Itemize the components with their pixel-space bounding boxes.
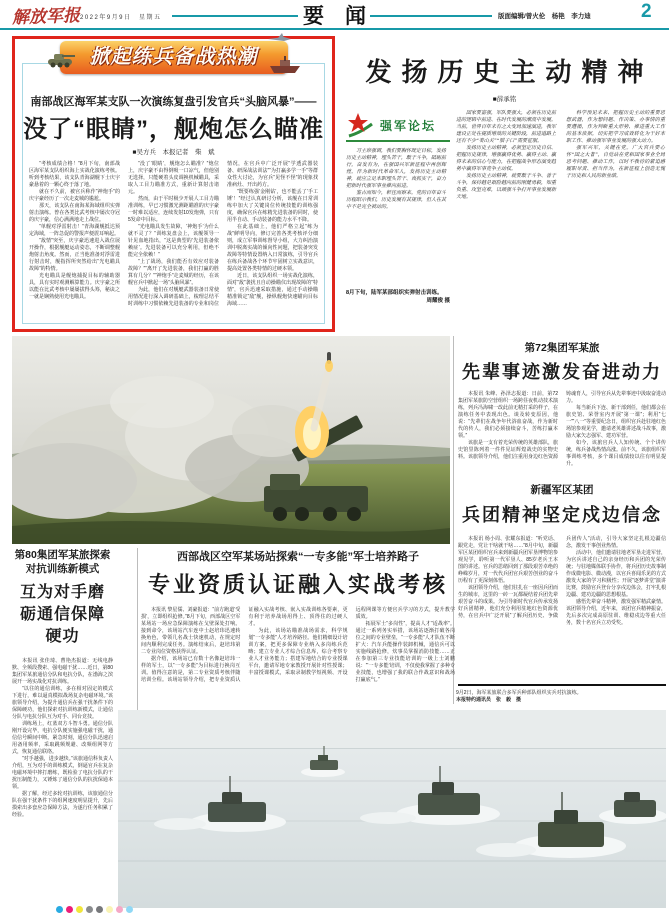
paragraph: 本报讯 黎星儒、刘豪报道：“前方跑道‘受损’，立即组织抢修。”8月下旬，西部战区空军某场站一场应急保障演练在戈壁深处打响。接到命令，该场站汽车连中士赵培玮迅速转换角色，带领几名战士快速机动，在规定时间内顺利完成任务。演练结束后，赵培玮第二专业岗位资格获得认证。 <box>141 607 241 655</box>
rocket-photo-caption <box>346 290 450 305</box>
paragraph: “单舰对浮雷射击！”青海湖舰抵达预定海域，一阵急促的警报声便震耳响起。 <box>29 224 120 237</box>
fighter-jet-icon <box>268 33 292 44</box>
forum-headline: 发扬历史主动精神 <box>365 57 654 87</box>
lead-headline: 没了“眼睛”，舰炮怎么瞄准 <box>23 116 324 143</box>
paragraph: 发扬历史主动精神，必须坚定历史自信、把握历史规律，增强赢得优势、赢得主动、赢得未来的信心与能力，在把握战争形态演变趋势中赢得军事竞争主动权。 <box>456 146 557 172</box>
page-editors: 版面编辑/曾火伦 杨艳 李力迪 <box>498 13 591 20</box>
article-72 <box>458 340 666 473</box>
paragraph: “对手越强，进步越快。”该旅通信科负责人介绍，互为对手的训练模式，倒逼官兵在复杂电磁环境中摔打磨练，既检验了电抗分队的干扰压制能力，又锤炼了通信分队的抗扰保通本领。 <box>12 756 113 790</box>
forum-column-label: 强军论坛 <box>380 118 437 133</box>
article-duikang <box>12 548 113 916</box>
paragraph: 科学预见未来、把握历史主动的重要思想武器，作为想问题、作决策、办事情的重要遵循，作为判断重大形势、推进重大工作的基本依据，切实把学习成效转化为干好本职工作、推动强军事业发展的强大动力。 <box>566 111 665 144</box>
forum-article <box>340 36 669 332</box>
registration-dot <box>116 906 123 913</box>
article-72-kicker: 第72集团军某旅 <box>524 342 600 354</box>
article-duikang-headline: 互为对手磨砺通信保障硬功 <box>19 584 105 645</box>
paragraph: 本报讯 张佳琦、曹艳杰报道：无线电静默、全频段搜索、强电磁干扰……近日，第80集团军某旅通信分队和电抗分队，在渤海之滨展开一场实战化对抗训练。 <box>12 658 113 685</box>
paragraph: 近日，该支队组织一场实战化演练，面对“敌”袭扰且自动操瞄仪出现故障的“特情”，官兵迅速采取措施，通过手动操瞄精准锁定“敌”舰，操纵舰炮快速瞄向目标海域…… <box>227 273 318 307</box>
article-bingtuan-body <box>458 536 666 682</box>
registration-dot <box>76 906 83 913</box>
article-zizhi-body <box>141 607 455 711</box>
page-number: 2 <box>641 1 652 22</box>
lead-article-box <box>12 36 335 332</box>
paragraph: 拓展军士“多岗性”，提高人才“适战率”。通过一系列务实举措，该场站逐渐打破各岗位之间的专业壁垒，“一专多能”人才队伍不断扩大：汽车兵能操作装卸机械，通信兵可以实施线路抢修，炊事员掌握消防技能……正在参加第三专业技能培训的一级上士刘鹏说：“‘一专多能’培训，不仅使我掌握了多种专业技能，也增强了我的联合作战意识和战场打赢底气。” <box>355 621 455 683</box>
paragraph: 如今，该旅官兵人人知传统、个个讲传统，练兵备战热情高涨。前不久，该旅组织军事训练考核，多个课目成绩较以往有明显提升。 <box>566 440 667 467</box>
paragraph: “既要练强‘金刚钻’，也不能丢了‘手工锤’！”经过认真研讨分析，该舰在日常训练中加大了关键岗位传统技能的训练强度，确保官兵在练精先进装备的同时，使用半自动、手动装备的能力水平不降。 <box>227 189 318 223</box>
paragraph: 本报讯 杨小周、张耀东报道：“听党话、跟党走，党让干啥就干啥……”8月中旬，新疆军区某团组织官兵来到新疆兵团军垦博物馆参观见学，聆听第一代军垦人、85岁老兵王本图的讲述。官兵的思绪回到了那段艰苦卓绝的峥嵘岁月，对一代代兵团官兵艰苦创业的奋斗历程有了更深刻体悟。 <box>458 536 559 584</box>
forum-column-1 <box>346 148 446 286</box>
section-title: 要 闻 <box>303 5 366 28</box>
article-zizhi-headline: 专业资质认证融入实战考核 <box>147 572 448 597</box>
forum-byline: ■薛承铭 <box>492 96 517 103</box>
paragraph: 为此，他们在对舰艇武器装备日常使用情况进行深入调研基础上，梳理总结平时训练中习惯依赖先进装备的专业和岗位情况，在官兵中广泛开展“学透武器装备、研深战法训法”“为打赢多学一手”等群众性大讨论，为官兵“见怪不怪”的现象找准病灶、开出药方。 <box>128 161 318 307</box>
sea-photo-credit: 本报特约通讯员 张 毅 摄 <box>456 697 522 703</box>
rocket-launch-photo <box>12 336 450 544</box>
paragraph: “考核成绩合格！”8月下旬，南部战区海军某支队组织海上实战化演练考核。听到考核结果，该支队青海湖舰下士庆宇豪悬着的一颗心终于落了地。 <box>29 161 120 188</box>
article-duikang-body <box>12 658 113 916</box>
paragraph: 光电瞄具是舰炮捕捉目标的辅助器具，具有实时观测解算能力。庆宇豪之所以能在比武考核中屡屡拔得头筹，秘诀之一就是娴熟使用光电瞄具。 <box>29 273 120 300</box>
article-bingtuan-kicker: 新疆军区某团 <box>530 484 594 496</box>
lead-byline: ■吴方兵 本报记者 柴 斌 <box>132 149 215 156</box>
article-bingtuan-bottom-rule <box>458 684 666 686</box>
article-duikang-kicker: 第80集团军某旅探索对抗训练新模式 <box>14 549 111 575</box>
paragraph: 在此基础上，他们严格立起“练为战”鲜明导向，修订完善各类考核评分细则，成立军事训练督导小组，大力纠治演训中脱离实战的倾向性问题，把装备突发故障等特情设置纳入日常演练，引导官兵在练兵备战各个环节牢固树立实战意识，提高处置各类特情的过硬本领。 <box>227 224 318 272</box>
paragraph: 为此，该场站瞄准战场需求，科学规划“一专多能”人才培养路径。他们精细设计培训方案，把更多保障专业纳入多岗练兵范畴；建立专业人才综合信息库，综合考察专业人才业务能力；搭建军地结合的专业授课平台，邀请军地专家教授开展针对性授课；丰富授课模式，采取录制教学短视频、开设远程网课等方便官兵学习的方式，提升教学质效。 <box>248 607 455 676</box>
article-72-body <box>458 391 666 473</box>
registration-dot <box>126 906 133 913</box>
paragraph: 强军兴军，关键在党。广大官兵要心怀“国之大者”，自觉站在党和国家事业全局思考问题、推动工作，以时不我待的紧迫感履职尽责、担当作为，在新征程上创造无愧于历史和人民的新业绩。 <box>566 146 665 179</box>
paragraph: 然而，由于平时极少开展人工目力瞄准训练，早已习惯激光测距瞄准的庆宇豪一时难以适应，连续发射10发炮弹，只有5发命中目标。 <box>128 196 219 223</box>
sea-photo-caption <box>456 690 666 704</box>
rocket-photo-credit: 周耀俊 摄 <box>426 297 450 304</box>
registration-dot <box>66 906 73 913</box>
paragraph: 那天，该支队在南海某海域组织实弹射击演练。曾在各类比武考核中屡次夺冠的庆宇豪，信心满满地走上战位。 <box>29 203 120 223</box>
registration-dot <box>86 906 93 913</box>
campaign-banner-title: 掀起练兵备战热潮 <box>89 46 258 68</box>
paragraph: 就在不久前，被官兵称作“神炮手”的庆宇豪经历了一次走麦城的尴尬。 <box>29 189 120 202</box>
lead-body <box>29 161 318 327</box>
registration-dot <box>106 906 113 913</box>
header-rule-right <box>370 15 492 17</box>
print-registration-dots <box>56 901 136 919</box>
article-72-headline: 先辈事迹激发奋进动力 <box>462 362 662 382</box>
date-text: 2022年9月9日 星期五 <box>80 15 162 21</box>
paragraph: 习主席强调，我们要胸怀既定目标，发扬历史主动精神，埋头苦干，敢于斗争，砥砺前行，奋发有为，在强国兴军新征程中再创辉煌。作为新时代革命军人，发扬历史主动精神，就应立足本职埋头苦干、真抓实干，奋力把新时代强军事业推向前进。 <box>346 149 447 189</box>
sea-photo-caption-text: 9月2日，海军某旅联合多军兵种部队组织实兵对抗演练。 <box>456 690 582 696</box>
paragraph: 训练场上，红蓝双方斗智斗勇。通信分队刚开设完毕，电抗分队便实施强电磁干扰，通信信号瞬间中断。紧急时刻，通信分队迅速启用备用频率，采取跳频规避、改频组网等方式，恢复通信联络。 <box>12 721 113 755</box>
paragraph: 感悟先辈奋斗精神，激发强军精武豪情。该团领导介绍，近年来，该团官兵精神振奋，先后多次完成高原驻训、维稳戍边等重大任务，数十名官兵立功受奖。 <box>566 599 667 626</box>
forum-column-3 <box>566 110 665 328</box>
paragraph: 据了解，经过多轮对抗训练，该旅通信分队在强干扰条件下的组网速度明显提升，先后摸索出多套应急保障方法，为遂行任务积累了经验。 <box>12 791 113 818</box>
article-zizhi <box>141 548 455 711</box>
star-icon <box>346 112 374 138</box>
paragraph: “光电瞄具发生故障，‘神炮手’为什么就不灵了？”训练复盘会上，该舰领导一针见血地指出，“这是典型的‘先进装备依赖症’。先进装备可以充分利用，但绝不能完全依赖！” <box>128 224 219 258</box>
paragraph: 鉴古而知今，彰往而察来。党的百年奋斗历程昭示我们，历史发展有其规律，但人在其中不是完全被动的。 <box>346 191 447 210</box>
rocket-photo-caption-text: 8月下旬，陆军某部组织实弹射击训练。 <box>346 290 443 296</box>
registration-dot <box>96 906 103 913</box>
paragraph: 据介绍，该场站已有数十名像赵培玮一样的军士，以“一专多能”为目标进行换岗互训。值得注意的是，第二专业资质考核伴随培训全程。该场站领导介绍，把专业资质认证融入实战考核、嵌入实战训练各要素，更有利于培养战场用得上、顶得住的过硬人才。 <box>141 607 348 683</box>
tank-icon <box>44 51 76 68</box>
lead-kicker: 南部战区海军某支队一次演练复盘引发官兵“头脑风暴”—— <box>30 96 317 108</box>
paragraph: 该旅是一支有着光荣传统的英雄部队，旅史馆里陈列着一件件见证辉煌战史的实物史料。该旅领导介绍，他们注重用身边红色资源铸魂育人，引导官兵从先辈事迹中汲取奋进动力。 <box>458 391 667 460</box>
paragraph: 每当新兵下连、新干部到任，他们都会在旅史馆、荣誉室内开展“第一课”；利用“七一”“八一”等重要纪念日，组织官兵赴驻地红色场馆参观见学，邀请老英雄讲述战斗故事，激励大家矢志强军、建功军营。 <box>566 405 667 439</box>
masthead-logo: 解放军报 <box>11 5 81 28</box>
paragraph: 该团领导介绍，他们驻扎在一座因兵团而生的城市，这里的一砖一瓦都凝结着兵团先辈艰苦奋斗的成果。为引导新时代官兵传承发扬好兵团精神，他们充分利用驻地红色资源优势，在官兵中广泛开展“了解兵团历史、争做兵团传人”活动，引导大家坚定扎根边疆信念，激发干事创业热情。 <box>458 536 666 619</box>
paragraph: 本报讯 朱峰、孙泽志报道：日前，第72集团军某旅防空营组织一场跨昼夜机动技术演练，列兵冯海啸一改此前无精打采的样子，在演练任务中表现出色。谈及转变原因，他说：“先辈们在战争年代浴血奋战，作为新时代的传人，我们必须接续奋斗，苦练打赢本领。” <box>458 391 559 439</box>
registration-dot <box>56 906 63 913</box>
header-bottom-rule <box>0 28 669 30</box>
paragraph: “没了‘眼睛’，舰炮怎么瞄准？”炮位上，庆宇豪不由得倒吸一口凉气，但他别无选择，只能硬着头皮调换机械瞄具，采取人工目力瞄准方式，重新计算射击诸元。 <box>128 161 219 195</box>
paragraph: 国家要富强，军队要强大，必须在历史前进的逻辑中前进、在时代发展的潮流中发展。当前，世界百年未有之大变局加速演进，我军建设正处在提质增效的关键阶段，前进道路上还有不少“娄山关”“腊子口”需要征服。 <box>456 111 557 144</box>
forum-column-2 <box>456 110 556 328</box>
paragraph: 发扬历史主动精神，就要敢于斗争、善于斗争，保持越是艰险越向前的刚健勇毅，知重负重、攻坚克难，以顽强斗争打开事业发展新天地。 <box>456 174 557 200</box>
forum-column-logo <box>346 110 450 142</box>
paragraph: 活动中，他们邀请驻地老军垦走进军营，为官兵讲述自己的亲身经历和兵团的光荣传统；与驻地媒体联手协作，将兵团历史故事制作成微电影、微动漫，以官兵喜闻乐见的方式激发大家的学习积极性；开展“逐梦讲堂”演讲比赛，鼓励官兵登台分享戍边体会，打牢扎根边疆、建功边疆的思想根基。 <box>566 550 667 598</box>
paragraph: “上了战场，我们能否有效应对装备故障？”“离开了先进装备，我们打赢的胜算有几分？”“神炮手”走麦城的经历，在该舰官兵中掀起一场“头脑风暴”。 <box>128 259 219 286</box>
campaign-banner <box>60 41 288 74</box>
article-bingtuan-headline: 兵团精神坚定戍边信念 <box>462 505 662 525</box>
warship-icon <box>268 56 302 74</box>
paragraph: “以往的通信训练，多在相对固定的模式下进行，难以逼真模拟战场复杂电磁环境。”该旅领导介绍，为提升通信兵在强干扰条件下的保障硬功，他们探索对抗训练新模式，让通信分队与电抗分队互为对手、同台竞技。 <box>12 686 113 720</box>
article-bingtuan <box>458 478 666 682</box>
article-zizhi-kicker: 西部战区空军某场站探索“一专多能”军士培养路子 <box>177 551 419 563</box>
paragraph: “敌情”突至，庆宇豪迅速进入战位展开操作，根据舰艇运动姿态，不断调整舰炮射击角度。然而，正当他准备对浮雷进行射击时，舰指挥所突然给出“光电瞄具故障”的特情。 <box>29 238 120 272</box>
sea-exercise-photo <box>118 710 666 908</box>
